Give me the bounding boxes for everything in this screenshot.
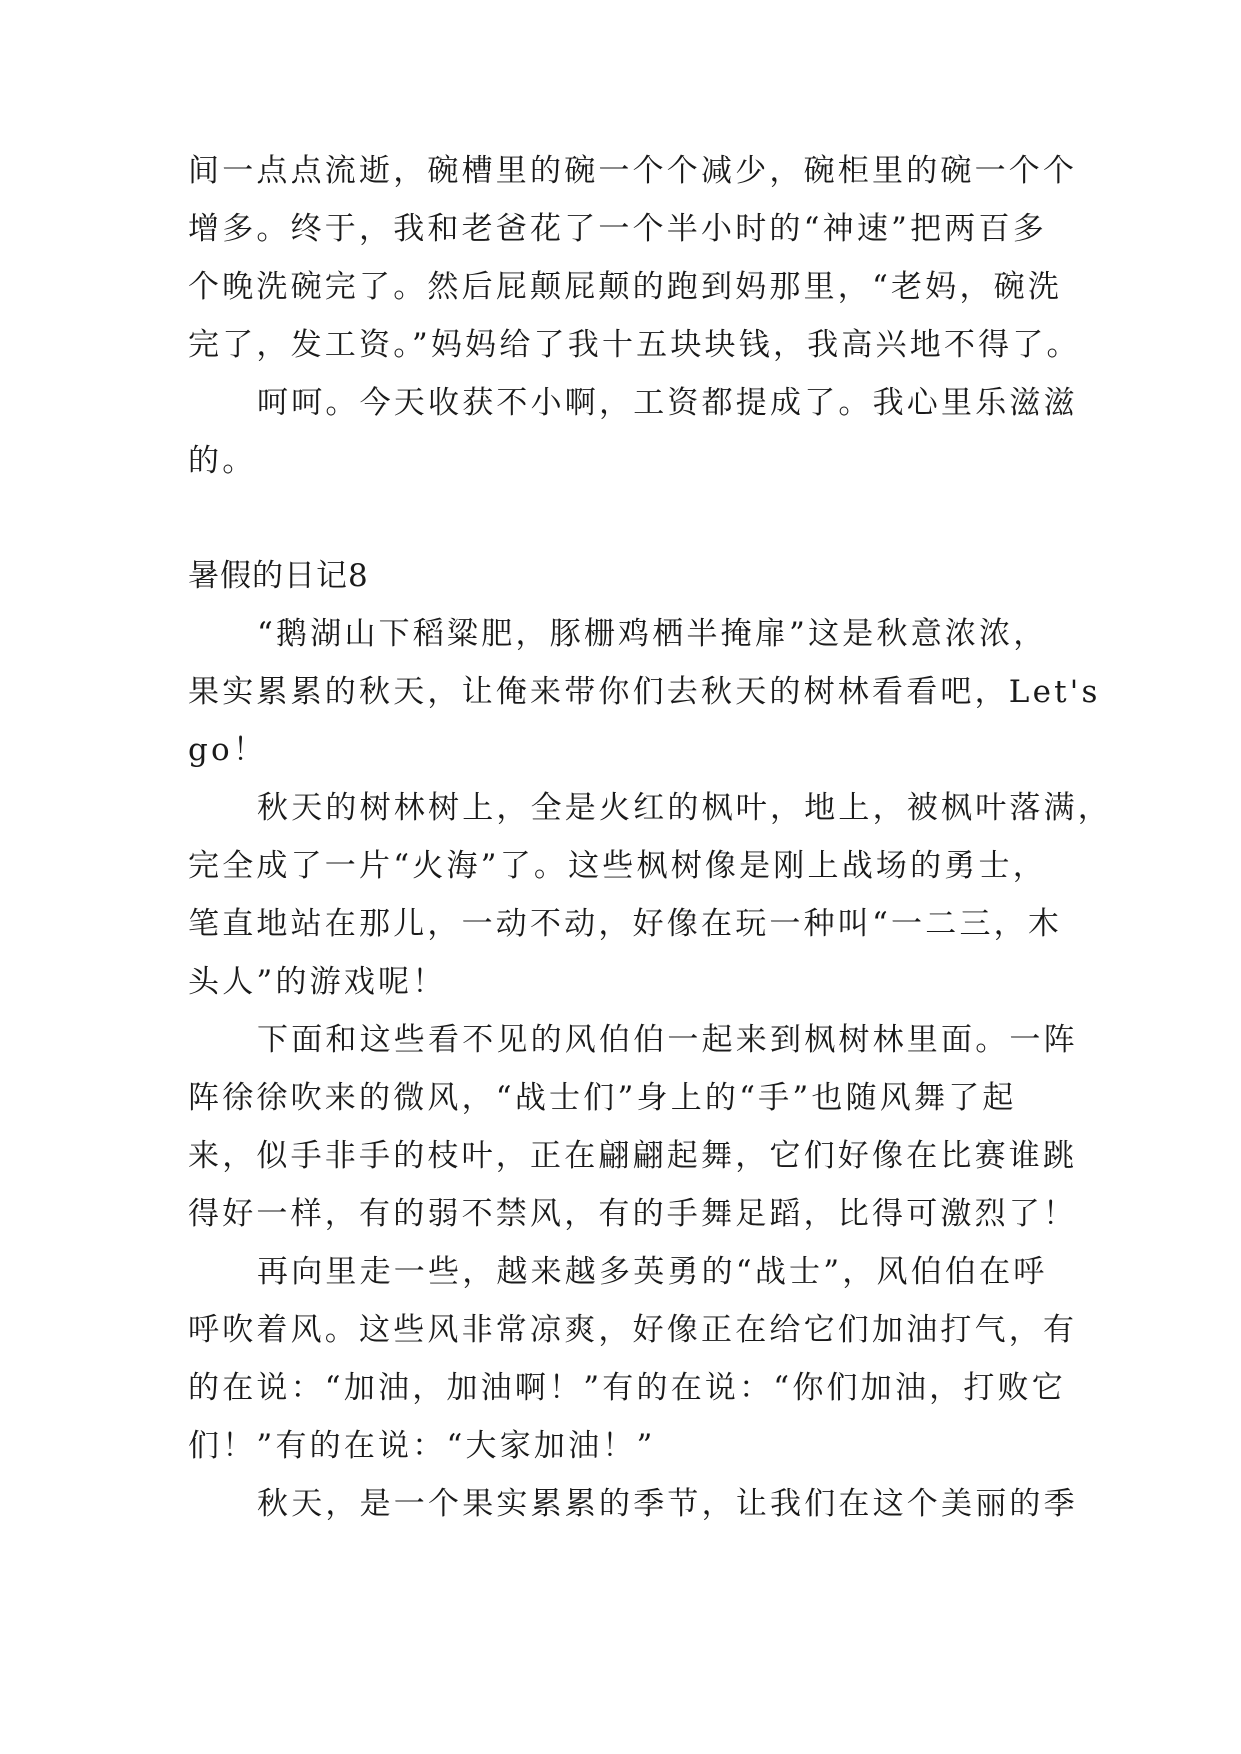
diary-entry-title: 暑假的日记8 xyxy=(188,558,369,594)
text-line: 完了，发工资。”妈妈给了我十五块块钱，我高兴地不得了。 xyxy=(188,327,1081,363)
text-line: 的在说：“加油，加油啊！”有的在说：“你们加油，打败它 xyxy=(188,1370,1066,1406)
paragraph-start-line: 呵呵。今天收获不小啊，工资都提成了。我心里乐滋滋 xyxy=(257,385,1078,421)
text-line: 的。 xyxy=(188,443,257,479)
text-line: 果实累累的秋天，让俺来带你们去秋天的树林看看吧，Let's xyxy=(188,674,1101,710)
text-line: 头人”的游戏呢！ xyxy=(188,964,447,1000)
text-line: 呼吹着风。这些风非常凉爽，好像正在给它们加油打气，有 xyxy=(188,1312,1078,1348)
text-line: 个晚洗碗完了。然后屁颠屁颠的跑到妈那里，“老妈，碗洗 xyxy=(188,269,1063,305)
text-line: 间一点点流逝，碗槽里的碗一个个减少，碗柜里的碗一个个 xyxy=(188,153,1078,189)
text-line: 得好一样，有的弱不禁风，有的手舞足蹈，比得可激烈了！ xyxy=(188,1196,1078,1232)
text-line: 增多。终于，我和老爸花了一个半小时的“神速”把两百多 xyxy=(188,211,1047,247)
text-line: go！ xyxy=(188,732,268,768)
paragraph-start-line: “鹅湖山下稻粱肥，豚栅鸡栖半掩扉”这是秋意浓浓， xyxy=(257,616,1048,652)
paragraph-start-line: 下面和这些看不见的风伯伯一起来到枫树林里面。一阵 xyxy=(257,1022,1078,1058)
text-line: 来，似手非手的枝叶，正在翩翩起舞，它们好像在比赛谁跳 xyxy=(188,1138,1078,1174)
paragraph-start-line: 再向里走一些，越来越多英勇的“战士”，风伯伯在呼 xyxy=(257,1254,1048,1290)
text-line: 阵徐徐吹来的微风，“战士们”身上的“手”也随风舞了起 xyxy=(188,1080,1017,1116)
text-line: 笔直地站在那儿，一动不动，好像在玩一种叫“一二三，木 xyxy=(188,906,1063,942)
text-line: 们！”有的在说：“大家加油！” xyxy=(188,1428,656,1464)
paragraph-start-line: 秋天的树林树上，全是火红的枫叶，地上，被枫叶落满， xyxy=(257,790,1112,826)
paragraph-start-line: 秋天，是一个果实累累的季节，让我们在这个美丽的季 xyxy=(257,1486,1078,1522)
text-line: 完全成了一片“火海”了。这些枫树像是刚上战场的勇士， xyxy=(188,848,1047,884)
